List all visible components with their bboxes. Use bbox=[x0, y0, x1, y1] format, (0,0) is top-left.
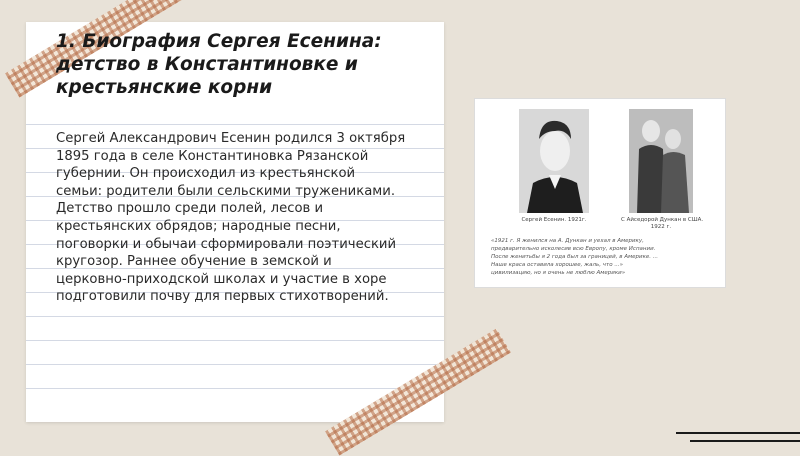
title-line: 1. Биография Сергея Есенина: bbox=[56, 31, 382, 52]
paper-rule bbox=[26, 316, 444, 317]
title-line: детство в Константиновке и bbox=[56, 54, 358, 75]
paragraph-line: кругозор. Раннее обучение в земской и bbox=[56, 254, 332, 270]
portrait-illustration bbox=[519, 109, 589, 213]
paragraph-line: подготовили почву для первых стихотворений. bbox=[56, 289, 389, 305]
paragraph-line: семьи: родители были сельскими тружениками. bbox=[56, 183, 396, 199]
quote-line: предварительно исколесив всю Европу, кроме Испании. bbox=[491, 246, 656, 252]
portrait-photo bbox=[519, 109, 589, 213]
quote-line: Наше краса оставила хорошее, жаль, что ...» bbox=[491, 262, 623, 268]
paragraph-line: 1895 года в селе Константиновка Рязанской bbox=[56, 148, 369, 164]
paragraph-line: Сергей Александрович Есенин родился 3 октября bbox=[56, 131, 406, 146]
quote-line: «1921 г. Я женился на А. Дункан и уехал в Америку, bbox=[491, 238, 644, 244]
paragraph-line: Детство прошло среди полей, лесов и bbox=[56, 201, 324, 217]
quote-line: цивилизацию, но я очень не люблю Америки» bbox=[491, 270, 626, 276]
paragraph-line: крестьянских обрядов; народные песни, bbox=[56, 218, 341, 234]
decor-line bbox=[690, 440, 800, 442]
couple-illustration bbox=[629, 109, 693, 213]
paragraph-line: губернии. Он происходил из крестьянской bbox=[56, 166, 356, 182]
portrait-caption: Сергей Есенин. 1921г. bbox=[521, 217, 587, 223]
paragraph-line: церковно-приходской школах и участие в хоре bbox=[56, 271, 387, 287]
caption-line: 1922 г. bbox=[650, 223, 672, 230]
paper-rule bbox=[26, 388, 444, 389]
couple-caption bbox=[621, 217, 704, 230]
title-line: крестьянские корни bbox=[56, 77, 273, 98]
quote-line: После женитьбы я 2 года был за границей, в Америке. ... bbox=[491, 254, 659, 260]
quote-block bbox=[491, 237, 715, 277]
paper-rule bbox=[26, 124, 444, 125]
paper-rule bbox=[26, 340, 444, 341]
couple-photo bbox=[629, 109, 693, 213]
paragraph-line: поговорки и обычаи сформировали поэтический bbox=[56, 236, 397, 252]
photo-card bbox=[474, 98, 726, 288]
decor-line bbox=[676, 432, 800, 434]
caption-line: С Айседорой Дункан в США. bbox=[621, 217, 704, 223]
paper-rule bbox=[26, 364, 444, 365]
biography-paragraph bbox=[56, 130, 426, 306]
slide-title bbox=[56, 30, 436, 99]
